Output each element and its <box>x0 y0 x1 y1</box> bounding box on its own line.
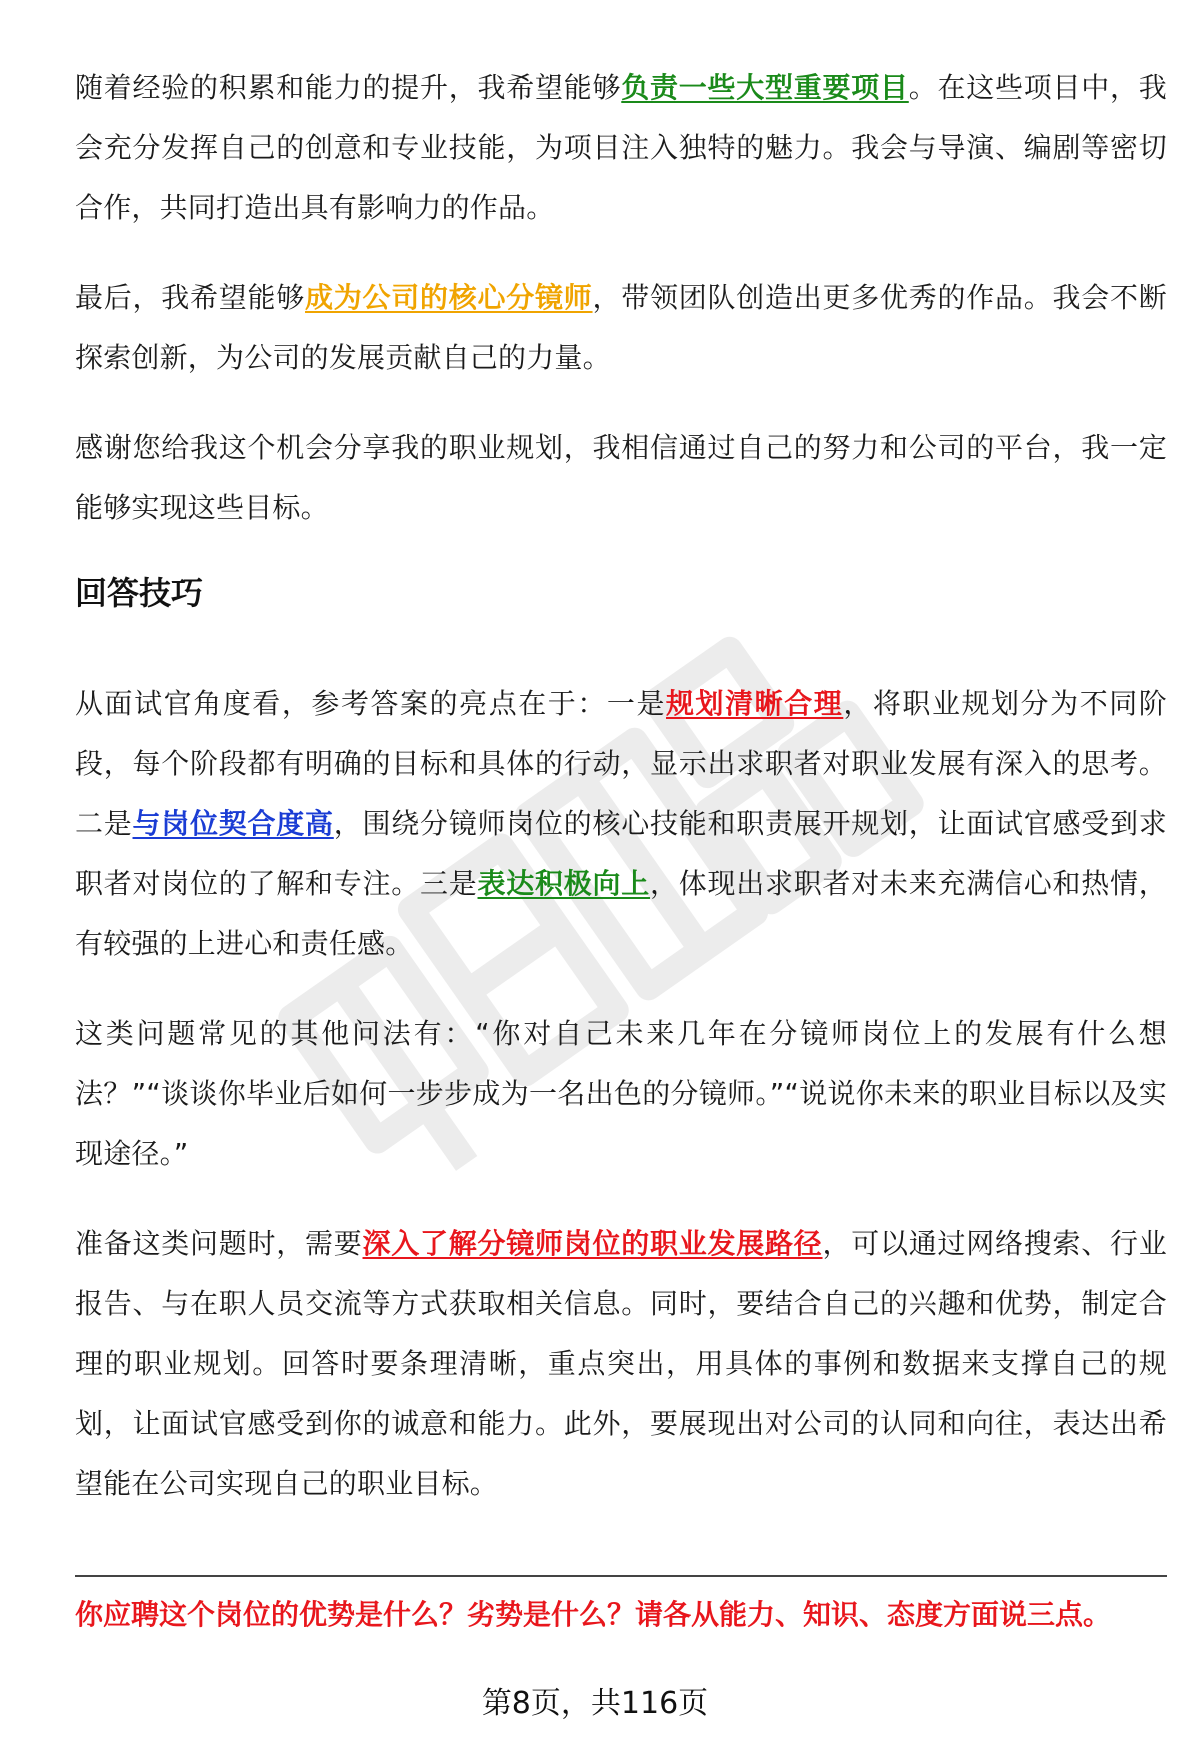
paragraph-text: 感谢您给我这个机会分享我的职业规划，我相信通过自己的努力和公司的平台，我一定能够实现这些目标。 <box>75 431 1167 524</box>
paragraph-text: 准备这类问题时，需要 <box>75 1227 363 1260</box>
page-footer: 第8页，共116页 <box>481 1686 709 1721</box>
paragraph-text: 从面试官角度看，参考答案的亮点在于：一是 <box>75 687 666 720</box>
paragraph-project <box>75 58 1167 238</box>
document-body <box>75 58 1167 1544</box>
paragraph-thanks <box>75 418 1167 538</box>
paragraph-tips-highlights <box>75 674 1167 974</box>
paragraph-text: ，可以通过网络搜索、行业报告、与在职人员交流等方式获取相关信息。同时，要结合自己的兴趣和优势，制定合理的职业规划。回答时要条理清晰，重点突出，用具体的事例和数据来支撑自己的规划，让面试官感受到你的诚意和能力。此外，要展现出对公司的认同和向往，表达出希望能在公司实现自己的职业目标。 <box>75 1227 1167 1500</box>
paragraph-text: ，带领团队创造出更多优秀的作品。我会不断探索创新，为公司的发展贡献自己的力量。 <box>75 281 1167 374</box>
paragraph-text: 。在这些项目中，我会充分发挥自己的创意和专业技能，为项目注入独特的魅力。我会与导演、编剧等密切合作，共同打造出具有影响力的作品。 <box>75 71 1167 224</box>
section-title: 回答技巧 <box>75 574 204 612</box>
paragraph-text: ，围绕分镜师岗位的核心技能和职责展开规划，让面试官感受到求职者对岗位的了解和专注。三是 <box>75 807 1168 900</box>
paragraph-text: ，将职业规划分为不同阶段，每个阶段都有明确的目标和具体的行动，显示出求职者对职业发展有深入的思考。二是 <box>75 687 1168 840</box>
paragraph-text: ，体现出求职者对未来充满信心和热情，有较强的上进心和责任感。 <box>75 867 1167 960</box>
next-question-title: 你应聘这个岗位的优势是什么？劣势是什么？请各从能力、知识、态度方面说三点。 <box>75 1598 1112 1631</box>
paragraph-text: 这类问题常见的其他问法有：“你对自己未来几年在分镜师岗位上的发展有什么想法？”“谈谈你毕业后如何一步步成为一名出色的分镜师。”“说说你未来的职业目标以及实现途径。” <box>75 1017 1167 1170</box>
highlight-career-path: 深入了解分镜师岗位的职业发展路径 <box>362 1227 823 1260</box>
highlight-clear-plan: 规划清晰合理 <box>666 687 844 720</box>
paragraph-preparation <box>75 1214 1167 1514</box>
highlight-core-artist: 成为公司的核心分镜师 <box>305 281 593 314</box>
highlight-positive: 表达积极向上 <box>477 867 651 900</box>
paragraph-core-artist <box>75 268 1167 388</box>
paragraph-text: 随着经验的积累和能力的提升，我希望能够 <box>75 71 622 104</box>
paragraph-text: 最后，我希望能够 <box>75 281 306 314</box>
paragraph-other-questions <box>75 1004 1167 1184</box>
highlight-large-projects: 负责一些大型重要项目 <box>621 71 909 104</box>
highlight-job-fit: 与岗位契合度高 <box>132 807 334 840</box>
section-divider <box>75 1575 1167 1577</box>
